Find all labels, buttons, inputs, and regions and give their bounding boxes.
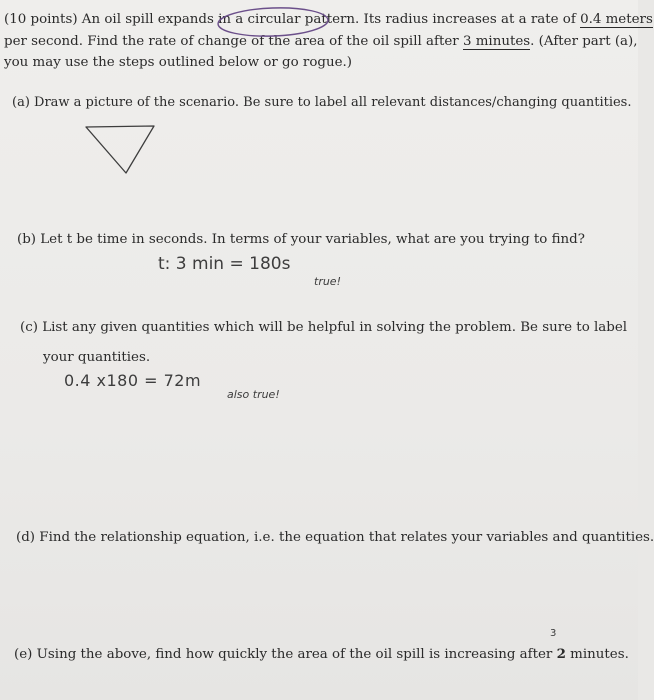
part-e-correction: 3: [550, 628, 557, 639]
part-c-answer: 0.4 x180 = 72m: [64, 371, 202, 390]
time-value: 3 minutes: [462, 34, 531, 49]
part-a-prompt: (a) Draw a picture of the scenario. Be sure to label all relevant distances/changing quantities.: [12, 95, 632, 110]
part-b-prompt: (b) Let t be time in seconds. In terms of your variables, what are you trying to find?: [17, 232, 585, 247]
part-c-prompt-1: (c) List any given quantities which will be helpful in solving the problem. Be sure to label: [20, 320, 628, 335]
part-e-prompt: [14, 646, 629, 663]
part-b-check: true!: [314, 275, 341, 288]
part-c-check: also true!: [227, 388, 280, 401]
part-e-text: (e) Using the above, find how quickly the area of the oil spill is increasing after: [14, 647, 557, 662]
problem-line-2-text: per second. Find the rate of change of the area of the oil spill after: [4, 34, 463, 49]
problem-line-3: you may use the steps outlined below or go rogue.): [4, 55, 352, 70]
rate-value: 0.4 meters: [580, 12, 653, 27]
problem-line-2: [4, 34, 638, 50]
problem-line-2-tail: . (After part (a),: [530, 34, 638, 49]
part-c-prompt-2: your quantities.: [43, 350, 151, 365]
triangle-sketch: [86, 126, 154, 173]
part-e-tail: minutes.: [565, 647, 629, 662]
part-d-prompt: (d) Find the relationship equation, i.e. the equation that relates your variables and quantities.: [16, 530, 654, 545]
part-e-number: 2: [556, 646, 566, 662]
problem-line-1: [4, 12, 653, 28]
problem-line-1-text: (10 points) An oil spill expands in a circular pattern. Its radius increases at a rate of: [4, 12, 581, 27]
part-b-answer: t: 3 min = 180s: [158, 254, 291, 274]
